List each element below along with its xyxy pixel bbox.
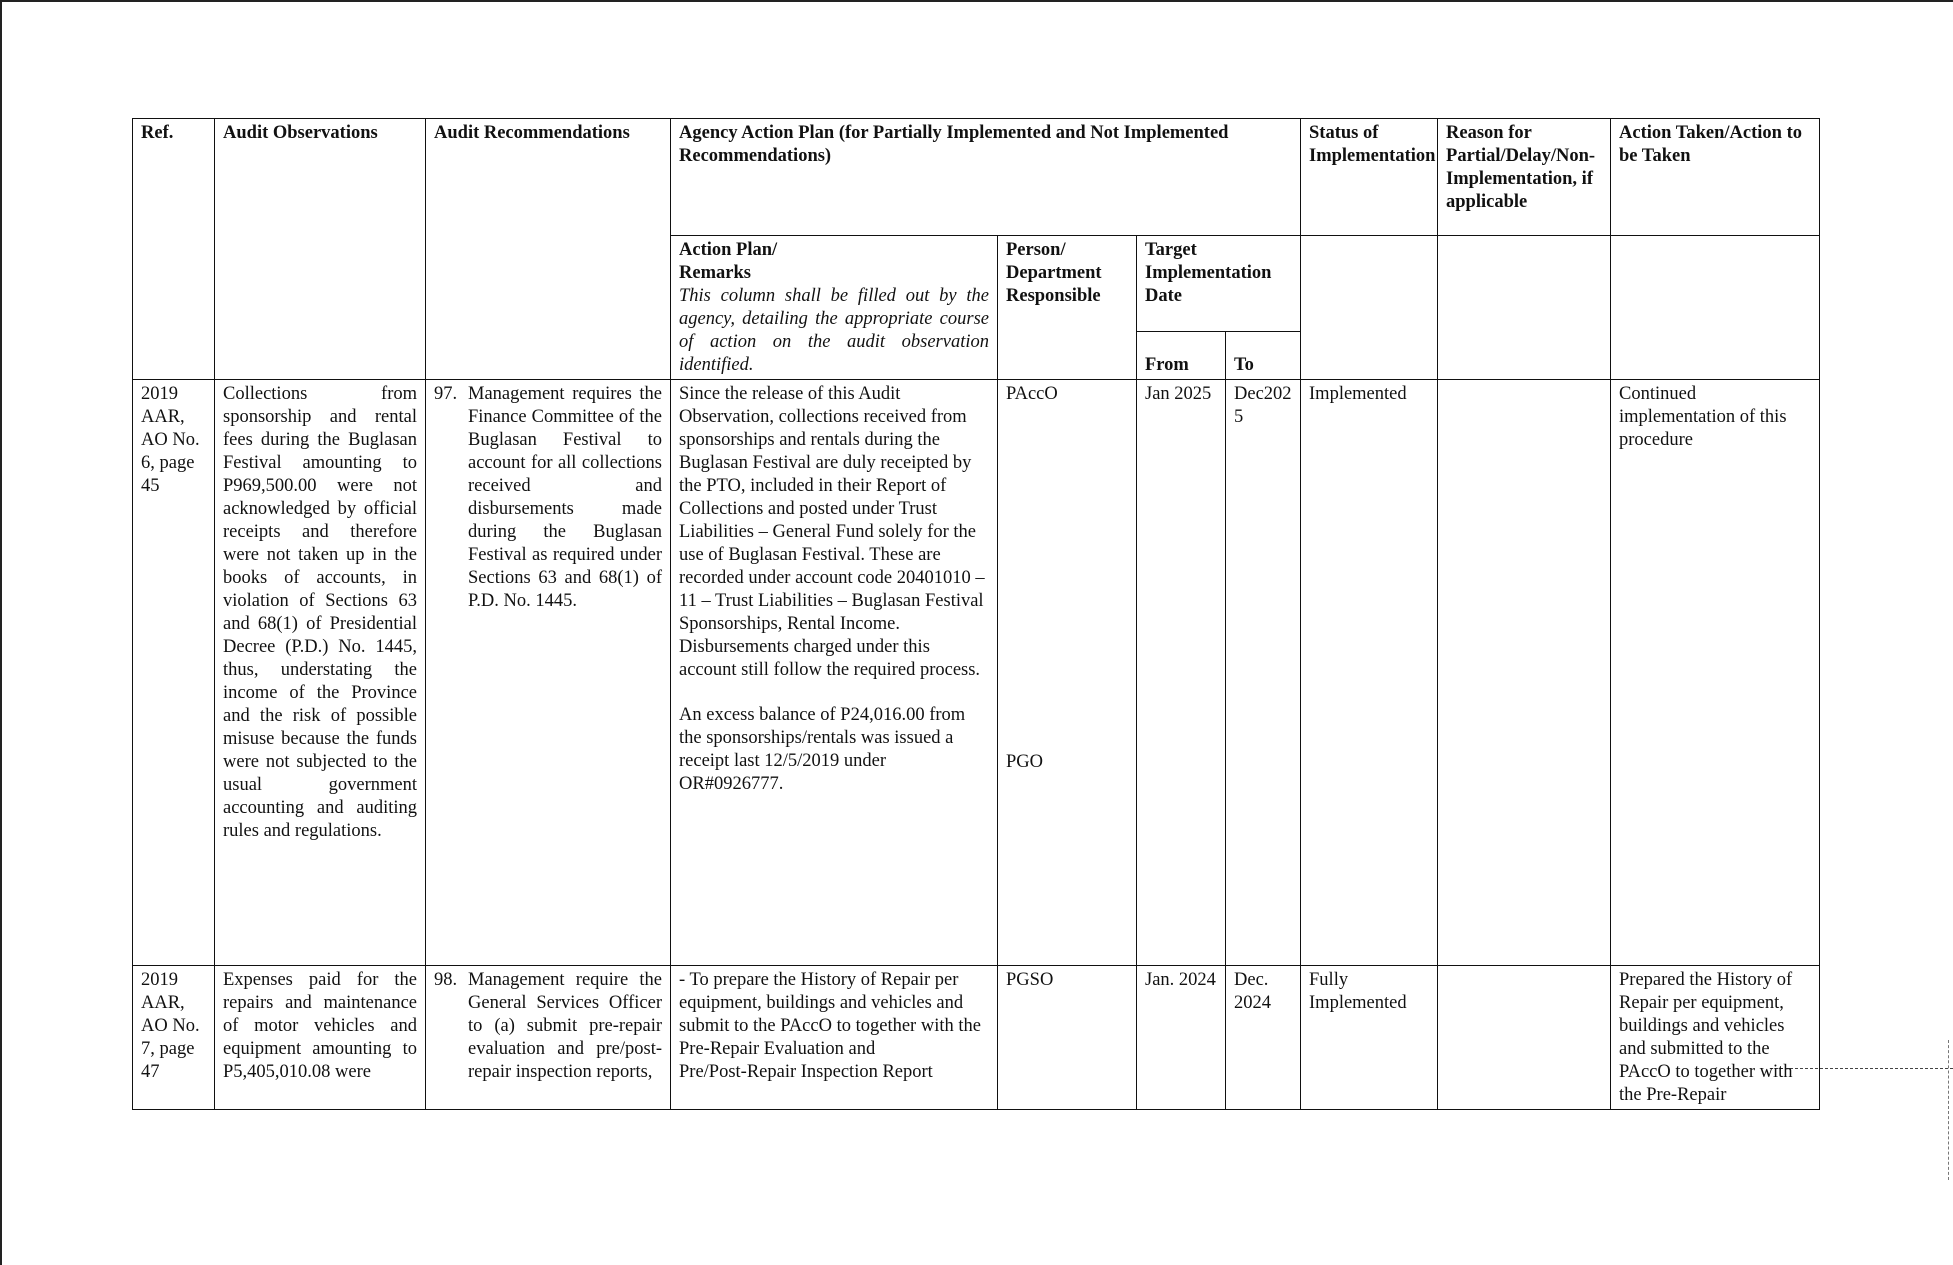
row-recommendation [426,380,671,966]
action-plan-title: Action Plan/ [679,240,778,260]
header-status: Status of Implementation [1301,119,1438,236]
table-row [133,380,1820,966]
header-reason-blank [1438,236,1611,380]
person-spacer [1006,406,1128,751]
row-reason [1438,966,1611,1110]
header-action-taken: Action Taken/Action to be Taken [1611,119,1820,236]
header-person-responsible: Person/ Department Responsible [998,236,1137,380]
row-target-from: Jan. 2024 [1137,966,1226,1110]
person-responsible: PGO [1006,752,1044,772]
page-left-border [0,0,2,1265]
row-observation: Expenses paid for the repairs and maintenance of motor vehicles and equipment amounting to P5,405,010.08 were [215,966,426,1110]
row-target-to: Dec2025 [1226,380,1301,966]
row-target-to: Dec. 2024 [1226,966,1301,1110]
row-person-responsible [998,380,1137,966]
row-target-from: Jan 2025 [1137,380,1226,966]
table-row [133,966,1820,1110]
row-status: Implemented [1301,380,1438,966]
header-action-plan-remarks [671,236,998,380]
row-person-responsible: PGSO [998,966,1137,1110]
header-to: To [1226,332,1301,380]
row-reason [1438,380,1611,966]
action-plan-paragraph: Pre/Post-Repair Inspection Report [679,1062,933,1082]
recommendation-text: Management require the General Services Officer to (a) submit pre-repair evaluation and pre/post-repair inspection reports, [468,970,662,1082]
action-plan-paragraph: - To prepare the History of Repair per equipment, buildings and vehicles and submit to the PAccO to together with the Pre-Repair Evaluation and [679,970,981,1059]
row-action-plan [671,966,998,1110]
row-observation: Collections from sponsorship and rental fees during the Buglasan Festival amounting to P969,500.00 were not acknowledged by official receipts and therefore were not taken up in the books of accounts, in violation of Sections 63 and 68(1) of Presidential Decree (P.D.) No. 1445, thus, understating the income of the Province and the risk of possible misuse because the funds were not subjected to the usual government accounting and auditing rules and regulations. [215,380,426,966]
action-plan-paragraph: An excess balance of P24,016.00 from the sponsorships/rentals was issued a receipt last 12/5/2019 under OR#0926777. [679,705,966,794]
row-ref: 2019 AAR, AO No. 6, page 45 [133,380,215,966]
audit-action-plan-table [132,118,1820,1110]
header-target-date: Target Implementation Date [1137,236,1301,332]
header-action-taken-blank [1611,236,1820,380]
header-ref: Ref. [133,119,215,380]
row-action-taken: Continued implementation of this procedure [1611,380,1820,966]
action-plan-note: This column shall be filled out by the agency, detailing the appropriate course of action on the audit observation identified. [679,286,989,375]
page-top-border [0,0,1953,2]
scan-dashed-edge [1948,1040,1949,1180]
action-plan-paragraph: Since the release of this Audit Observation, collections received from sponsorships and rentals during the Buglasan Festival are duly receipted by the PTO, included in their Report of Collections and posted under Trust Liabilities – General Fund solely for the use of Buglasan Festival. These are recorded under account code 20401010 – 11 – Trust Liabilities – Buglasan Festival Sponsorships, Rental Income. Disbursements charged under this account still follow the required process. [679,384,985,680]
row-action-plan [671,380,998,966]
person-responsible: PAccO [1006,384,1058,404]
recommendation-number: 97. [434,384,458,404]
header-row-top [133,119,1820,236]
recommendation-text: Management requires the Finance Committee of the Buglasan Festival to account for all collections received and disbursements made during the Buglasan Festival as required under Sections 63 and 68(1) of P.D. No. 1445. [468,384,662,611]
header-audit-observations: Audit Observations [215,119,426,380]
header-status-blank [1301,236,1438,380]
header-audit-recommendations: Audit Recommendations [426,119,671,380]
header-agency-action-plan: Agency Action Plan (for Partially Implemented and Not Implemented Recommendations) [671,119,1301,236]
row-action-taken: Prepared the History of Repair per equipment, buildings and vehicles and submitted to the PAccO to together with the Pre-Repair [1611,966,1820,1110]
row-status: Fully Implemented [1301,966,1438,1110]
header-reason: Reason for Partial/Delay/Non-Implementation, if applicable [1438,119,1611,236]
header-from: From [1137,332,1226,380]
row-recommendation [426,966,671,1110]
action-plan-remarks-label: Remarks [679,263,751,283]
recommendation-number: 98. [434,970,458,990]
row-ref: 2019 AAR, AO No. 7, page 47 [133,966,215,1110]
